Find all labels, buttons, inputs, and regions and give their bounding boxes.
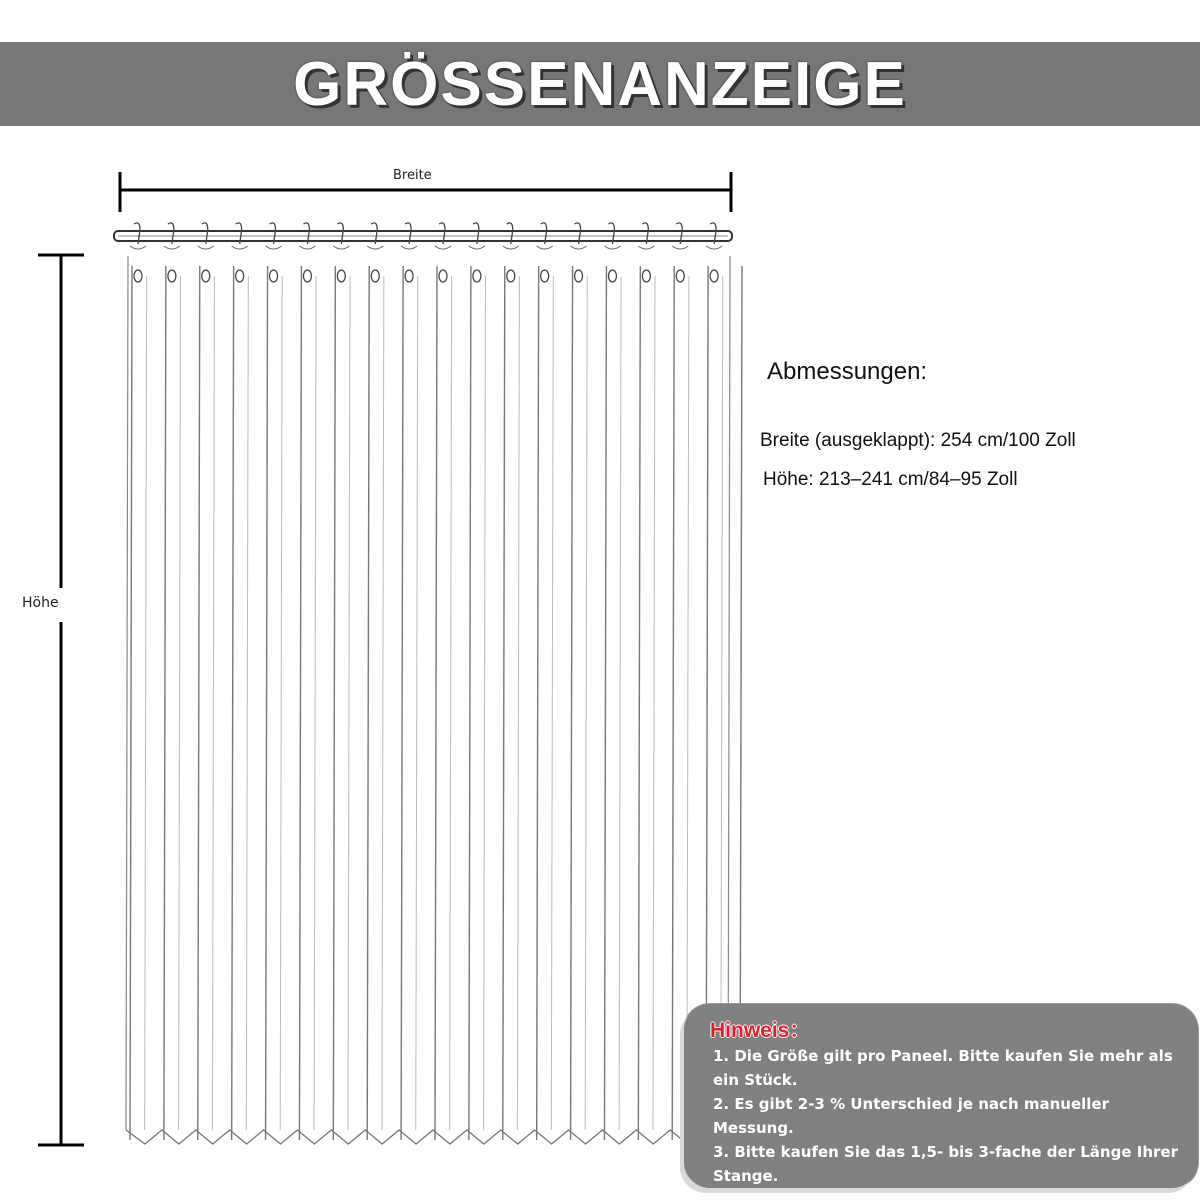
height-dimension-line <box>38 255 84 1145</box>
note-title: Hinweis： <box>710 1019 811 1042</box>
note-line: Stange. <box>713 1167 779 1185</box>
note-line: ein Stück. <box>713 1071 798 1089</box>
banner-title: GRÖSSENANZEIGE <box>293 49 907 119</box>
note-line: 1. Die Größe gilt pro Paneel. Bitte kaufen Sie mehr als <box>713 1047 1173 1065</box>
height-spec: Höhe: 213–241 cm/84–95 Zoll <box>763 469 1018 490</box>
width-label: Breite <box>393 168 432 183</box>
width-spec: Breite (ausgeklappt): 254 cm/100 Zoll <box>760 430 1076 451</box>
note-line: 3. Bitte kaufen Sie das 1,5- bis 3-fache der Länge Ihrer <box>713 1143 1178 1161</box>
curtain-panel-icon <box>126 223 742 1144</box>
height-label: Höhe <box>22 595 59 611</box>
dimensions-block <box>760 358 1180 490</box>
note-box <box>684 1004 1198 1188</box>
dimensions-title: Abmessungen: <box>767 358 928 385</box>
note-line: 2. Es gibt 2-3 % Unterschied je nach manueller Messung. <box>713 1095 1109 1137</box>
